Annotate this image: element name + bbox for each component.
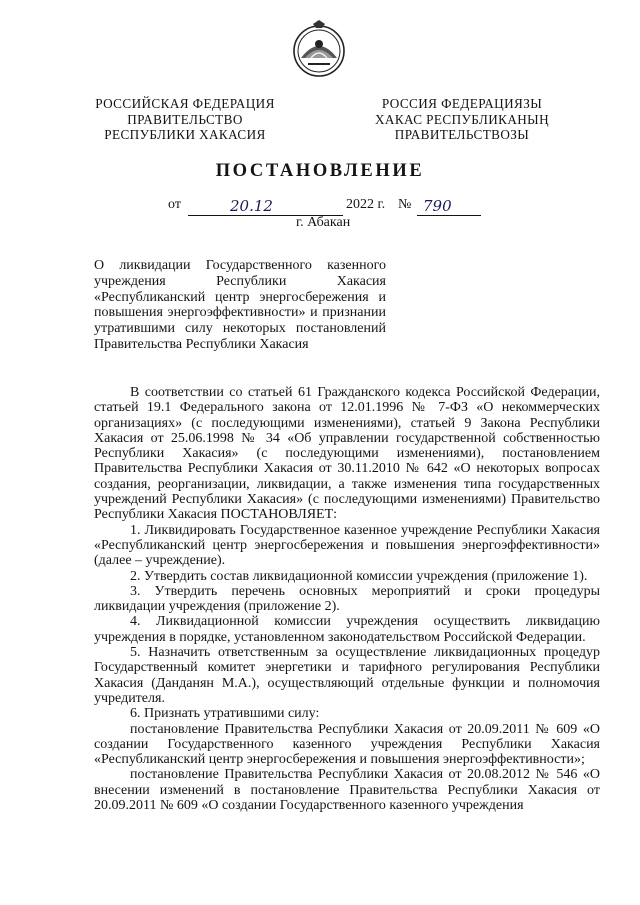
subject-line: утратившими силу некоторых постановлений [94,321,386,337]
item-paragraph: 2. Утвердить состав ликвидационной комиссии учреждения (приложение 1). [130,568,588,584]
handwritten-date: 20.12 [230,197,273,215]
subject-line: учреждения Республики Хакасия [94,273,386,289]
header-left-block [86,96,284,143]
subject-line: «Республиканский центр энергосбережения и [94,289,386,305]
date-prefix: от [168,197,181,212]
number-blank-line [417,197,481,216]
repealed-act-paragraph: постановление Правительства Республики Хакасия от 20.08.2012 № 546 «О внесении изменений в постановление Правительства Республики Хакасия от 20.09.2011 № 609 «О создании Государственного казенного учреждения [94,767,600,814]
header-left-line: РОССИЙСКАЯ ФЕДЕРАЦИЯ [95,96,275,111]
date-blank-line [188,197,343,216]
subject-block [94,258,386,353]
header-right-line: ХАКАС РЕСПУБЛИКАНЫҢ [374,111,550,127]
item-paragraph: 4. Ликвидационной комиссии учреждения осуществить ликвидацию учреждения в порядке, установленном законодательством Российской Федерации. [94,614,600,645]
item-paragraph: 3. Утвердить перечень основных мероприятий и сроки процедуры ликвидации учреждения (приложение 2). [94,583,600,615]
header-right-line: ПРАВИТЕЛЬСТВОЗЫ [394,127,530,143]
city-name: г. Абакан [296,215,351,230]
preamble-paragraph: В соответствии со статьей 61 Гражданского кодекса Российской Федерации, статьей 19.1 Федерального закона от 12.01.1996 № 7-ФЗ «О некоммерческих организациях» (с последующими изменениями), статьей 9 Закона Республики Хакасия от 25.06.1998 № 34 «Об управлении государственной собственностью Республики Хакасия» (с последующими изменениями), постановлением Правительства Республики Хакасия от 30.11.2010 № 642 «О некоторых вопросах создания, реорганизации, ликвидации, а также изменения типа государственных учреждений Республики Хакасия» (с последующими изменениями) Правительство Республики Хакасия ПОСТАНОВЛЯЕТ: [94,385,600,523]
header-right-line: РОССИЯ ФЕДЕРАЦИЯЗЫ [381,96,543,111]
document-title: ПОСТАНОВЛЕНИЕ [215,161,425,181]
handwritten-number: 790 [423,197,452,215]
header-left-line: ПРАВИТЕЛЬСТВО [127,111,243,127]
subject-line: повышения энергоэффективности» и признании [94,305,386,321]
item-paragraph: 5. Назначить ответственным за осуществление ликвидационных процедур Государственный комитет энергетики и тарифного регулирования Республики Хакасия (Данданян М.А.), осуществляющий отдельные функции и полномочия учредителя. [94,645,600,706]
item-paragraph: 6. Признать утратившими силу: [130,706,320,722]
subject-line: Правительства Республики Хакасия [94,336,309,352]
subject-line: О ликвидации Государственного казенного [94,258,386,273]
header-right-block [364,96,560,143]
repealed-act-paragraph: постановление Правительства Республики Хакасия от 20.09.2011 № 609 «О создании Государственного казенного учреждения Республики Хакасия «Республиканский центр энергосбережения и повышения энергоэффективности»; [94,721,600,768]
header-left-line: РЕСПУБЛИКИ ХАКАСИЯ [104,127,266,143]
year-text: 2022 г. [346,197,386,212]
coat-of-arms-emblem [291,18,347,80]
item-paragraph: 1. Ликвидировать Государственное казенное учреждение Республики Хакасия «Республиканский центр энергосбережения и повышения энергоэффективности» (далее – учреждение). [94,522,600,569]
number-label: № [398,197,412,212]
body-text [94,385,600,813]
